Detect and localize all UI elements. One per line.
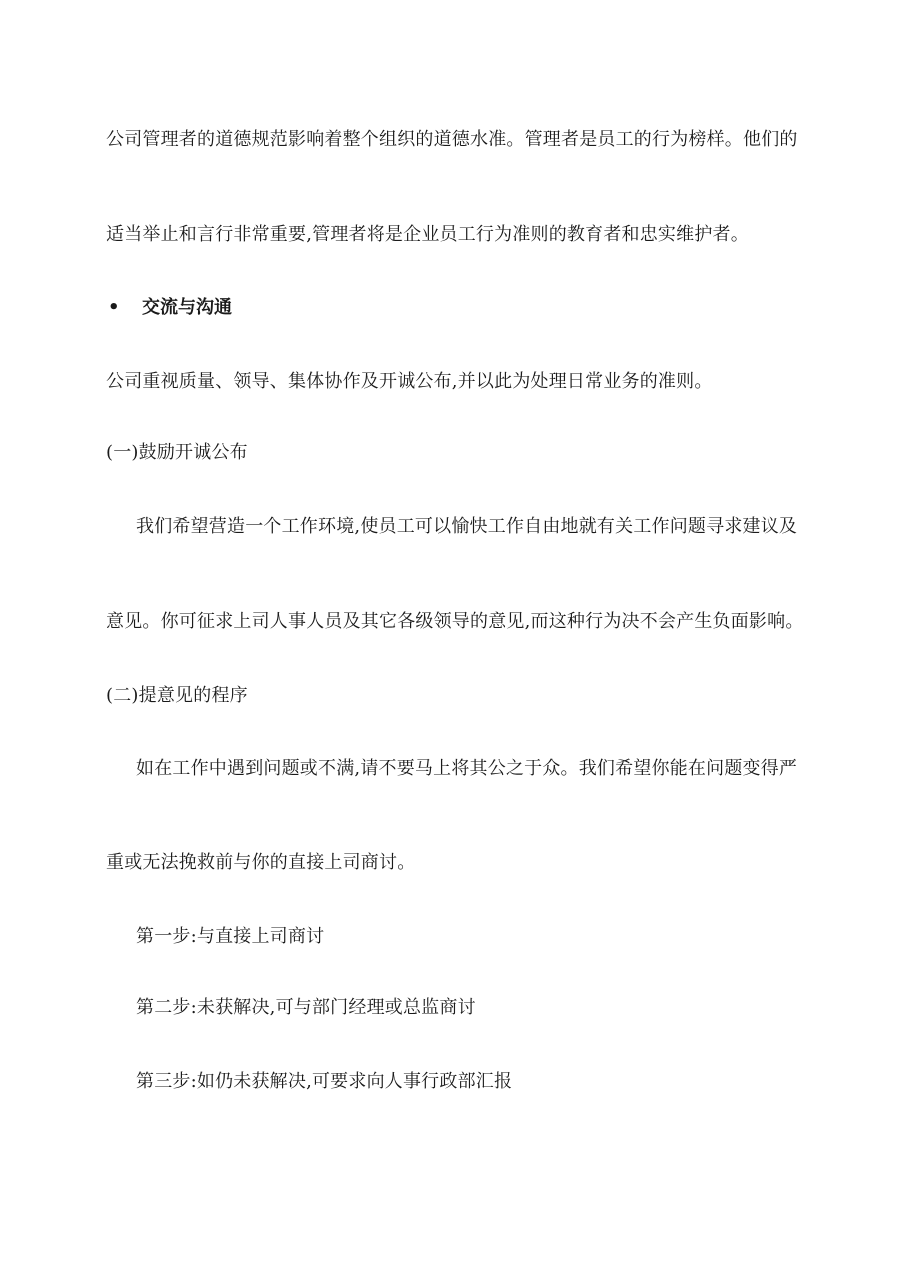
paragraph-2: 公司重视质量、领导、集体协作及开诚公布,并以此为处理日常业务的准则。 (106, 371, 713, 392)
paragraph-1-line-1: 公司管理者的道德规范影响着整个组织的道德水准。管理者是员工的行为榜样。他们的 (106, 129, 798, 150)
section-title: 交流与沟通 (142, 297, 232, 318)
subsection-1-line-1: 我们希望营造一个工作环境,使员工可以愉快工作自由地就有关工作问题寻求建议及 (136, 516, 798, 537)
paragraph-1-line-2: 适当举止和言行非常重要,管理者将是企业员工行为准则的教育者和忠实维护者。 (106, 224, 749, 245)
bullet-icon: • (108, 297, 120, 318)
subsection-2-line-1: 如在工作中遇到问题或不满,请不要马上将其公之于众。我们希望你能在问题变得严 (136, 758, 798, 779)
step-1: 第一步:与直接上司商讨 (136, 926, 325, 947)
step-3: 第三步:如仍未获解决,可要求向人事行政部汇报 (136, 1071, 513, 1092)
step-2: 第二步:未获解决,可与部门经理或总监商讨 (136, 997, 476, 1018)
subsection-1-title: (一)鼓励开诚公布 (106, 442, 248, 463)
subsection-2-line-2: 重或无法挽救前与你的直接上司商讨。 (106, 852, 416, 873)
subsection-2-title: (二)提意见的程序 (106, 685, 248, 706)
section-heading (106, 296, 232, 320)
subsection-1-line-2: 意见。你可征求上司人事人员及其它各级领导的意见,而这种行为决不会产生负面影响。 (106, 611, 804, 632)
